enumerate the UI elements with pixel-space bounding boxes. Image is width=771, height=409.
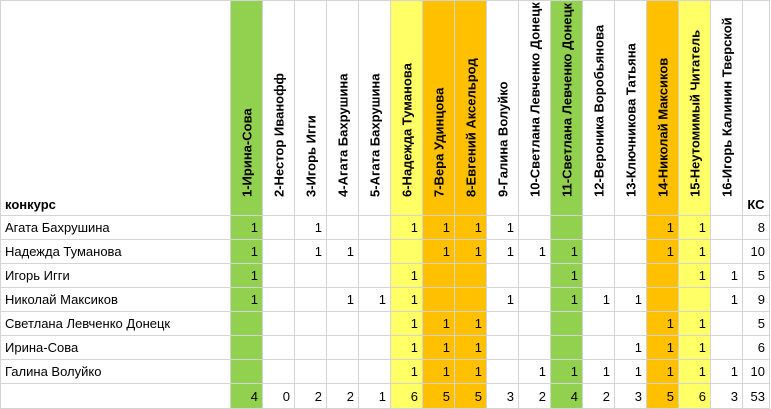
row-name-cell[interactable]: Агата Бахрушина bbox=[1, 216, 231, 240]
vote-cell[interactable] bbox=[263, 288, 295, 312]
vote-cell[interactable] bbox=[359, 312, 391, 336]
vote-cell[interactable] bbox=[455, 264, 487, 288]
column-header[interactable] bbox=[263, 1, 295, 216]
vote-cell[interactable]: 1 bbox=[455, 336, 487, 360]
vote-cell[interactable] bbox=[711, 216, 743, 240]
vote-cell[interactable] bbox=[423, 288, 455, 312]
column-header[interactable] bbox=[711, 1, 743, 216]
column-header-label: 10-Светлана Левченко Донецк bbox=[527, 2, 542, 197]
vote-cell[interactable] bbox=[583, 336, 615, 360]
vote-cell[interactable] bbox=[391, 240, 423, 264]
vote-cell[interactable]: 1 bbox=[711, 360, 743, 384]
vote-cell[interactable] bbox=[519, 264, 551, 288]
vote-cell[interactable] bbox=[551, 336, 583, 360]
vote-cell[interactable]: 1 bbox=[487, 216, 519, 240]
total-cell[interactable]: 2 bbox=[519, 384, 551, 409]
vote-cell[interactable] bbox=[679, 288, 711, 312]
column-header-label: 5-Агата Бахрушина bbox=[367, 73, 382, 197]
vote-cell[interactable]: 1 bbox=[231, 264, 263, 288]
column-header[interactable] bbox=[391, 1, 423, 216]
vote-cell[interactable] bbox=[551, 312, 583, 336]
row-name-cell[interactable]: Светлана Левченко Донецк bbox=[1, 312, 231, 336]
vote-cell[interactable] bbox=[551, 216, 583, 240]
vote-cell[interactable]: 1 bbox=[455, 240, 487, 264]
vote-cell[interactable] bbox=[647, 264, 679, 288]
table-row bbox=[1, 216, 770, 240]
vote-cell[interactable]: 1 bbox=[391, 336, 423, 360]
vote-cell[interactable]: 1 bbox=[647, 240, 679, 264]
vote-cell[interactable]: 1 bbox=[615, 336, 647, 360]
vote-cell[interactable]: 1 bbox=[455, 360, 487, 384]
table-row bbox=[1, 360, 770, 384]
vote-cell[interactable]: 1 bbox=[359, 288, 391, 312]
vote-cell[interactable]: 1 bbox=[327, 288, 359, 312]
vote-cell[interactable] bbox=[327, 216, 359, 240]
vote-cell[interactable] bbox=[647, 288, 679, 312]
vote-cell[interactable] bbox=[487, 336, 519, 360]
total-cell[interactable]: 2 bbox=[295, 384, 327, 409]
vote-cell[interactable]: 1 bbox=[647, 336, 679, 360]
column-header-label: 16-Игорь Калинин Тверской bbox=[719, 17, 734, 197]
vote-cell[interactable]: 1 bbox=[487, 240, 519, 264]
column-header[interactable] bbox=[679, 1, 711, 216]
row-name-cell[interactable]: Игорь Игги bbox=[1, 264, 231, 288]
vote-cell[interactable] bbox=[519, 312, 551, 336]
column-header[interactable] bbox=[519, 1, 551, 216]
vote-cell[interactable]: 1 bbox=[647, 312, 679, 336]
vote-cell[interactable]: 1 bbox=[423, 240, 455, 264]
total-cell[interactable]: 0 bbox=[263, 384, 295, 409]
column-header-label: 15-Неутомимый Читатель bbox=[687, 29, 702, 197]
ks-cell[interactable]: 5 bbox=[743, 264, 770, 288]
vote-cell[interactable]: 1 bbox=[519, 360, 551, 384]
ks-cell[interactable]: 8 bbox=[743, 216, 770, 240]
column-header[interactable] bbox=[455, 1, 487, 216]
vote-cell[interactable] bbox=[231, 312, 263, 336]
vote-cell[interactable]: 1 bbox=[679, 312, 711, 336]
total-cell[interactable]: 5 bbox=[423, 384, 455, 409]
totals-row bbox=[1, 384, 770, 409]
column-header-label: 14-Николай Максиков bbox=[655, 57, 670, 197]
column-header-label: 9-Галина Волуйко bbox=[495, 81, 510, 197]
column-header-label: 11-Светлана Левченко Донецк bbox=[559, 2, 574, 197]
row-name-cell[interactable]: Надежда Туманова bbox=[1, 240, 231, 264]
total-cell[interactable]: 3 bbox=[487, 384, 519, 409]
column-header[interactable] bbox=[615, 1, 647, 216]
ks-cell[interactable]: 10 bbox=[743, 240, 770, 264]
column-header[interactable] bbox=[487, 1, 519, 216]
vote-cell[interactable]: 1 bbox=[551, 360, 583, 384]
vote-cell[interactable]: 1 bbox=[231, 216, 263, 240]
vote-cell[interactable]: 1 bbox=[327, 240, 359, 264]
vote-cell[interactable] bbox=[295, 336, 327, 360]
vote-cell[interactable]: 1 bbox=[679, 240, 711, 264]
vote-cell[interactable] bbox=[359, 264, 391, 288]
column-header-label: 2-Нестор Иванофф bbox=[271, 73, 286, 197]
vote-cell[interactable] bbox=[519, 216, 551, 240]
table-row bbox=[1, 312, 770, 336]
ks-cell[interactable]: 5 bbox=[743, 312, 770, 336]
total-cell[interactable]: 3 bbox=[711, 384, 743, 409]
vote-cell[interactable] bbox=[583, 312, 615, 336]
column-header[interactable] bbox=[295, 1, 327, 216]
vote-cell[interactable] bbox=[487, 264, 519, 288]
vote-cell[interactable]: 1 bbox=[679, 336, 711, 360]
header-row bbox=[1, 1, 770, 216]
column-header[interactable] bbox=[647, 1, 679, 216]
vote-cell[interactable]: 1 bbox=[391, 360, 423, 384]
row-name-cell[interactable]: Николай Максиков bbox=[1, 288, 231, 312]
vote-cell[interactable]: 1 bbox=[231, 240, 263, 264]
total-cell[interactable]: 2 bbox=[583, 384, 615, 409]
vote-cell[interactable] bbox=[615, 264, 647, 288]
vote-cell[interactable]: 1 bbox=[551, 240, 583, 264]
ks-header[interactable]: КС bbox=[743, 1, 770, 216]
table-row bbox=[1, 240, 770, 264]
column-header[interactable] bbox=[583, 1, 615, 216]
vote-cell[interactable] bbox=[263, 360, 295, 384]
column-header-label: 8-Евгений Аксельрод bbox=[463, 58, 478, 197]
vote-cell[interactable] bbox=[359, 216, 391, 240]
vote-cell[interactable]: 1 bbox=[551, 264, 583, 288]
vote-cell[interactable] bbox=[615, 240, 647, 264]
vote-cell[interactable]: 1 bbox=[647, 216, 679, 240]
total-cell[interactable]: 5 bbox=[455, 384, 487, 409]
vote-cell[interactable]: 1 bbox=[615, 360, 647, 384]
vote-cell[interactable] bbox=[615, 216, 647, 240]
vote-cell[interactable] bbox=[231, 360, 263, 384]
vote-cell[interactable] bbox=[519, 288, 551, 312]
corner-label: конкурс bbox=[1, 1, 231, 216]
vote-cell[interactable] bbox=[455, 288, 487, 312]
total-cell[interactable]: 2 bbox=[327, 384, 359, 409]
vote-cell[interactable] bbox=[295, 264, 327, 288]
column-header-label: 1-Ирина-Сова bbox=[239, 108, 254, 197]
total-cell[interactable]: 3 bbox=[615, 384, 647, 409]
row-name-cell[interactable]: Галина Волуйко bbox=[1, 360, 231, 384]
vote-cell[interactable] bbox=[711, 336, 743, 360]
total-cell[interactable]: 4 bbox=[551, 384, 583, 409]
column-header-label: 13-Ключникова Татьяна bbox=[623, 43, 638, 197]
vote-cell[interactable] bbox=[583, 264, 615, 288]
vote-cell[interactable]: 1 bbox=[679, 360, 711, 384]
vote-cell[interactable]: 1 bbox=[519, 240, 551, 264]
vote-cell[interactable] bbox=[711, 312, 743, 336]
column-header[interactable] bbox=[327, 1, 359, 216]
table-row bbox=[1, 264, 770, 288]
vote-cell[interactable] bbox=[359, 336, 391, 360]
column-header[interactable] bbox=[551, 1, 583, 216]
vote-cell[interactable] bbox=[263, 312, 295, 336]
vote-cell[interactable]: 1 bbox=[711, 264, 743, 288]
total-cell[interactable]: 1 bbox=[359, 384, 391, 409]
vote-cell[interactable]: 1 bbox=[423, 360, 455, 384]
vote-cell[interactable]: 1 bbox=[423, 216, 455, 240]
vote-cell[interactable] bbox=[359, 360, 391, 384]
vote-cell[interactable] bbox=[263, 240, 295, 264]
vote-cell[interactable]: 1 bbox=[487, 288, 519, 312]
vote-cell[interactable] bbox=[327, 264, 359, 288]
vote-cell[interactable] bbox=[327, 360, 359, 384]
vote-cell[interactable]: 1 bbox=[583, 360, 615, 384]
vote-cell[interactable]: 1 bbox=[391, 264, 423, 288]
row-name-cell[interactable]: Ирина-Сова bbox=[1, 336, 231, 360]
vote-cell[interactable]: 1 bbox=[423, 336, 455, 360]
vote-cell[interactable]: 1 bbox=[583, 288, 615, 312]
vote-cell[interactable] bbox=[711, 240, 743, 264]
vote-cell[interactable]: 1 bbox=[231, 288, 263, 312]
column-header-label: 12-Вероника Воробьянова bbox=[591, 24, 606, 197]
vote-cell[interactable] bbox=[231, 336, 263, 360]
vote-cell[interactable] bbox=[295, 288, 327, 312]
vote-cell[interactable]: 1 bbox=[455, 216, 487, 240]
total-cell[interactable]: 4 bbox=[231, 384, 263, 409]
vote-cell[interactable] bbox=[487, 360, 519, 384]
vote-cell[interactable]: 1 bbox=[455, 312, 487, 336]
vote-cell[interactable]: 1 bbox=[391, 216, 423, 240]
column-header[interactable] bbox=[423, 1, 455, 216]
vote-cell[interactable]: 1 bbox=[551, 288, 583, 312]
vote-cell[interactable]: 1 bbox=[295, 216, 327, 240]
ks-cell[interactable]: 9 bbox=[743, 288, 770, 312]
vote-cell[interactable]: 1 bbox=[711, 288, 743, 312]
vote-cell[interactable] bbox=[263, 336, 295, 360]
vote-cell[interactable] bbox=[359, 240, 391, 264]
column-header-label: 6-Надежда Туманова bbox=[399, 63, 414, 197]
total-cell[interactable]: 5 bbox=[647, 384, 679, 409]
vote-cell[interactable] bbox=[615, 312, 647, 336]
total-cell[interactable]: 6 bbox=[391, 384, 423, 409]
column-header-label: 7-Вера Удинцова bbox=[431, 87, 446, 197]
column-header-label: 4-Агата Бахрушина bbox=[335, 73, 350, 197]
vote-cell[interactable] bbox=[263, 216, 295, 240]
vote-cell[interactable]: 1 bbox=[647, 360, 679, 384]
vote-cell[interactable] bbox=[295, 360, 327, 384]
vote-cell[interactable]: 1 bbox=[391, 312, 423, 336]
column-header[interactable] bbox=[231, 1, 263, 216]
vote-cell[interactable] bbox=[295, 312, 327, 336]
ks-total-cell[interactable]: 53 bbox=[743, 384, 770, 409]
vote-cell[interactable] bbox=[423, 264, 455, 288]
table-row bbox=[1, 336, 770, 360]
ks-cell[interactable]: 10 bbox=[743, 360, 770, 384]
ks-cell[interactable]: 6 bbox=[743, 336, 770, 360]
vote-cell[interactable]: 1 bbox=[423, 312, 455, 336]
vote-cell[interactable] bbox=[487, 312, 519, 336]
vote-cell[interactable] bbox=[583, 240, 615, 264]
table-row bbox=[1, 288, 770, 312]
vote-cell[interactable] bbox=[327, 336, 359, 360]
vote-cell[interactable] bbox=[519, 336, 551, 360]
vote-cell[interactable]: 1 bbox=[391, 288, 423, 312]
totals-label-cell[interactable] bbox=[1, 384, 231, 409]
column-header[interactable] bbox=[359, 1, 391, 216]
vote-cell[interactable] bbox=[263, 264, 295, 288]
vote-cell[interactable]: 1 bbox=[615, 288, 647, 312]
vote-cell[interactable]: 1 bbox=[679, 264, 711, 288]
vote-cell[interactable]: 1 bbox=[295, 240, 327, 264]
vote-cell[interactable] bbox=[583, 216, 615, 240]
vote-cell[interactable] bbox=[327, 312, 359, 336]
column-header-label: 3-Игорь Игги bbox=[303, 115, 318, 197]
vote-cell[interactable]: 1 bbox=[679, 216, 711, 240]
total-cell[interactable]: 6 bbox=[679, 384, 711, 409]
